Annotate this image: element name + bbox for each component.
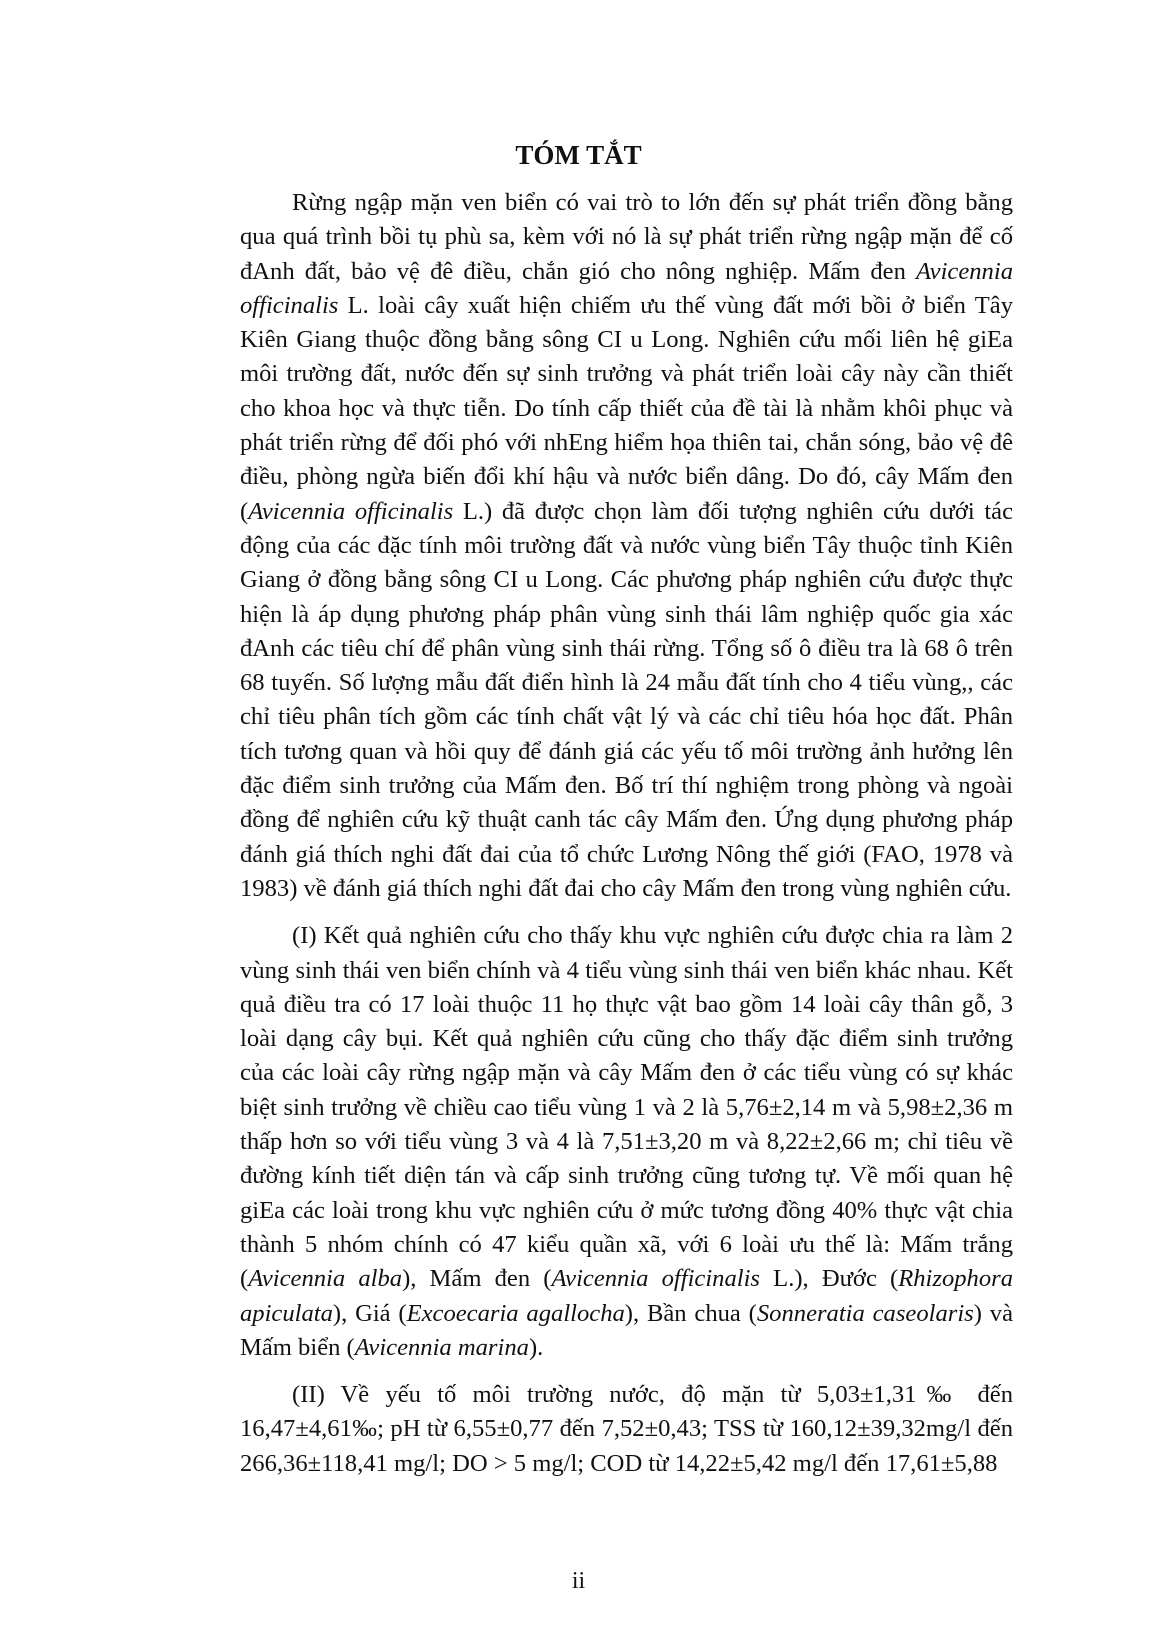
species-name: Sonneratia caseolaris	[756, 1299, 974, 1327]
abstract-paragraph	[240, 1378, 1013, 1481]
abstract-body	[240, 186, 1013, 1481]
species-name: Excoecaria agallocha	[406, 1299, 625, 1327]
species-name: Avicennia officinalis	[240, 257, 1013, 319]
text-run: L. loài cây xuất hiện chiếm ưu thế vùng đất mới bồi ở biển Tây Kiên Giang thuộc đồng bằng sông CI u Long. Nghiên cứu mối liên hệ giEa môi trường đất, nước đến sự sinh trưởng và phát triển loài cây này cần thiết cho khoa học và thực tiễn. Do tính cấp thiết của đề tài là nhằm khôi phục và phát triển rừng để đối phó với nhEng hiểm họa thiên tai, chắn sóng, bảo vệ đê điều, phòng ngừa biến đổi khí hậu và nước biển dâng. Do đó, cây Mấm đen (	[240, 291, 1013, 525]
text-run: ) và Mấm biển (	[240, 1299, 1013, 1361]
text-run: (I) Kết quả nghiên cứu cho thấy khu vực nghiên cứu được chia ra làm 2 vùng sinh thái ven biển chính và 4 tiểu vùng sinh thái ven biển khác nhau. Kết quả điều tra có 17 loài thuộc 11 họ thực vật bao gồm 14 loài cây thân gỗ, 3 loài dạng cây bụi. Kết quả nghiên cứu cũng cho thấy đặc điểm sinh trưởng của các loài cây rừng ngập mặn và cây Mấm đen ở các tiểu vùng có sự khác biệt sinh trưởng về chiều cao tiểu vùng 1 và 2 là 5,76±2,14 m và 5,98±2,36 m thấp hơn so với tiểu vùng 3 và 4 là 7,51±3,20 m và 8,22±2,66 m; chỉ tiêu về đường kính tiết diện tán và cấp sinh trưởng cũng tương tự. Về mối quan hệ giEa các loài trong khu vực nghiên cứu ở mức tương đồng 40% thực vật chia thành 5 nhóm chính có 47 kiểu quần xã, với 6 loài ưu thế là: Mấm trắng (	[240, 922, 1013, 1293]
species-name: Avicennia alba	[248, 1265, 403, 1293]
text-run: ), Mấm đen (	[402, 1265, 552, 1293]
text-run: L.) đã được chọn làm đối tượng nghiên cứu dưới tác động của các đặc tính môi trường đất và nước vùng biển Tây thuộc tỉnh Kiên Giang ở đồng bằng sông CI u Long. Các phương pháp nghiên cứu được thực hiện là áp dụng phương pháp phân vùng sinh thái lâm nghiệp quốc gia xác đAnh các tiêu chí để phân vùng sinh thái rừng. Tổng số ô điều tra là 68 ô trên 68 tuyến. Số lượng mẫu đất điển hình là 24 mẫu đất tính cho 4 tiểu vùng,, các chỉ tiêu phân tích gồm các tính chất vật lý và các chỉ tiêu hóa học đất. Phân tích tương quan và hồi quy để đánh giá các yếu tố môi trường ảnh hưởng lên đặc điểm sinh trưởng của Mấm đen. Bố trí thí nghiệm trong phòng và ngoài đồng để nghiên cứu kỹ thuật canh tác cây Mấm đen. Ứng dụng phương pháp đánh giá thích nghi đất đai của tổ chức Lương Nông thế giới (FAO, 1978 và 1983) về đánh giá thích nghi đất đai cho cây Mấm đen trong vùng nghiên cứu.	[240, 497, 1013, 902]
abstract-paragraph	[240, 186, 1013, 906]
species-name: Avicennia marina	[354, 1333, 529, 1361]
text-run: ), Giá (	[332, 1299, 407, 1327]
page-title: TÓM TẮT	[515, 140, 642, 170]
species-name: Avicennia officinalis	[551, 1265, 761, 1293]
text-run: ).	[528, 1333, 544, 1361]
species-name: Avicennia officinalis	[248, 497, 454, 525]
text-run: L.), Đước (	[760, 1265, 899, 1293]
species-name: Rhizophora apiculata	[240, 1265, 1013, 1327]
abstract-paragraph	[240, 919, 1013, 1365]
text-run: ), Bần chua (	[624, 1299, 757, 1327]
page-number: ii	[571, 1568, 586, 1594]
text-run: (II) Về yếu tố môi trường nước, độ mặn từ 5,03±1,31‰ đến 16,47±4,61‰; pH từ 6,55±0,77 đến 7,52±0,43; TSS từ 160,12±39,32mg/l đến 266,36±118,41 mg/l; DO > 5 mg/l; COD từ 14,22±5,42 mg/l đến 17,61±5,88	[240, 1381, 1013, 1477]
text-run: Rừng ngập mặn ven biển có vai trò to lớn đến sự phát triển đồng bằng qua quá trình bồi tụ phù sa, kèm với nó là sự phát triển rừng ngập mặn để cố đAnh đất, bảo vệ đê điều, chắn gió cho nông nghiệp. Mấm đen	[240, 189, 1013, 285]
